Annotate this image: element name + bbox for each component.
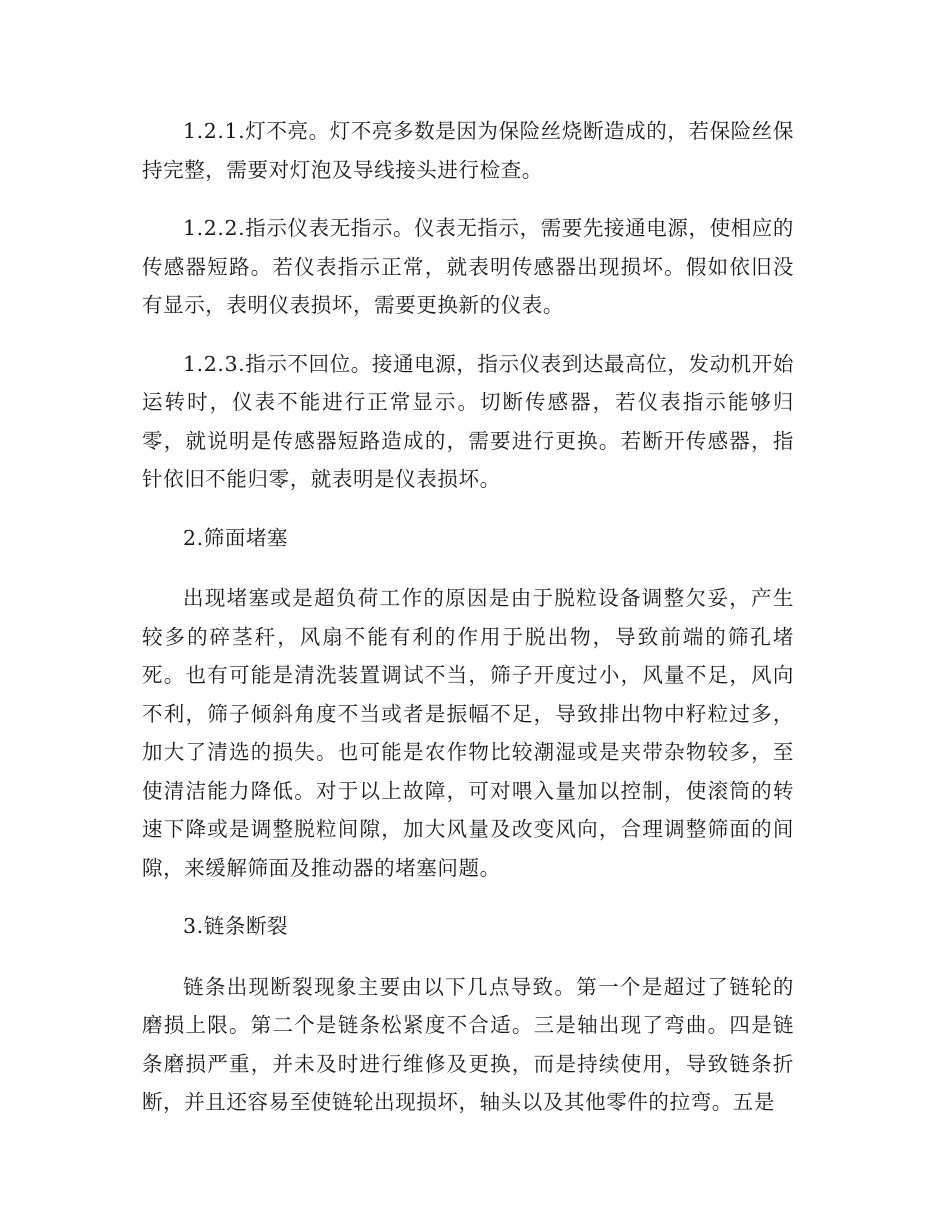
paragraph-lamp-not-lit: 1.2.1.灯不亮。灯不亮多数是因为保险丝烧断造成的，若保险丝保持完整，需要对灯泡及导线接头进行检查。 (142, 119, 794, 182)
section-heading-screen-clogging: 2.筛面堵塞 (183, 525, 289, 550)
paragraph-chain-breakage: 链条出现断裂现象主要由以下几点导致。第一个是超过了链轮的磨损上限。第二个是链条松紧度不合适。三是轴出现了弯曲。四是链条磨损严重，并未及时进行维修及更换，而是持续使用，导致链条折断，并且还容易至使链轮出现损坏，轴头以及其他零件的拉弯。五是 (142, 974, 794, 1114)
paragraph-screen-clogging: 出现堵塞或是超负荷工作的原因是由于脱粒设备调整欠妥，产生较多的碎茎秆，风扇不能有利的作用于脱出物，导致前端的筛孔堵死。也有可能是清洗装置调试不当，筛子开度过小，风量不足，风向不利，筛子倾斜角度不当或者是振幅不足，导致排出物中籽粒过多，加大了清选的损失。也可能是农作物比较潮湿或是夹带杂物较多，至使清洁能力降低。对于以上故障，可对喂入量加以控制，使滚筒的转速下降或是调整脱粒间隙，加大风量及改变风向，合理调整筛面的间隙，来缓解筛面及推动器的堵塞问题。 (142, 586, 794, 880)
paragraph-gauge-not-returning: 1.2.3.指示不回位。接通电源，指示仪表到达最高位，发动机开始运转时，仪表不能进行正常显示。切断传感器，若仪表指示能够归零，就说明是传感器短路造成的，需要进行更换。若断开传感器，指针依旧不能归零，就表明是仪表损坏。 (142, 351, 794, 491)
paragraph-gauge-no-indication: 1.2.2.指示仪表无指示。仪表无指示，需要先接通电源，使相应的传感器短路。若仪表指示正常，就表明传感器出现损坏。假如依旧没有显示，表明仪表损坏，需要更换新的仪表。 (142, 216, 794, 317)
section-heading-chain-breakage: 3.链条断裂 (183, 914, 289, 938)
